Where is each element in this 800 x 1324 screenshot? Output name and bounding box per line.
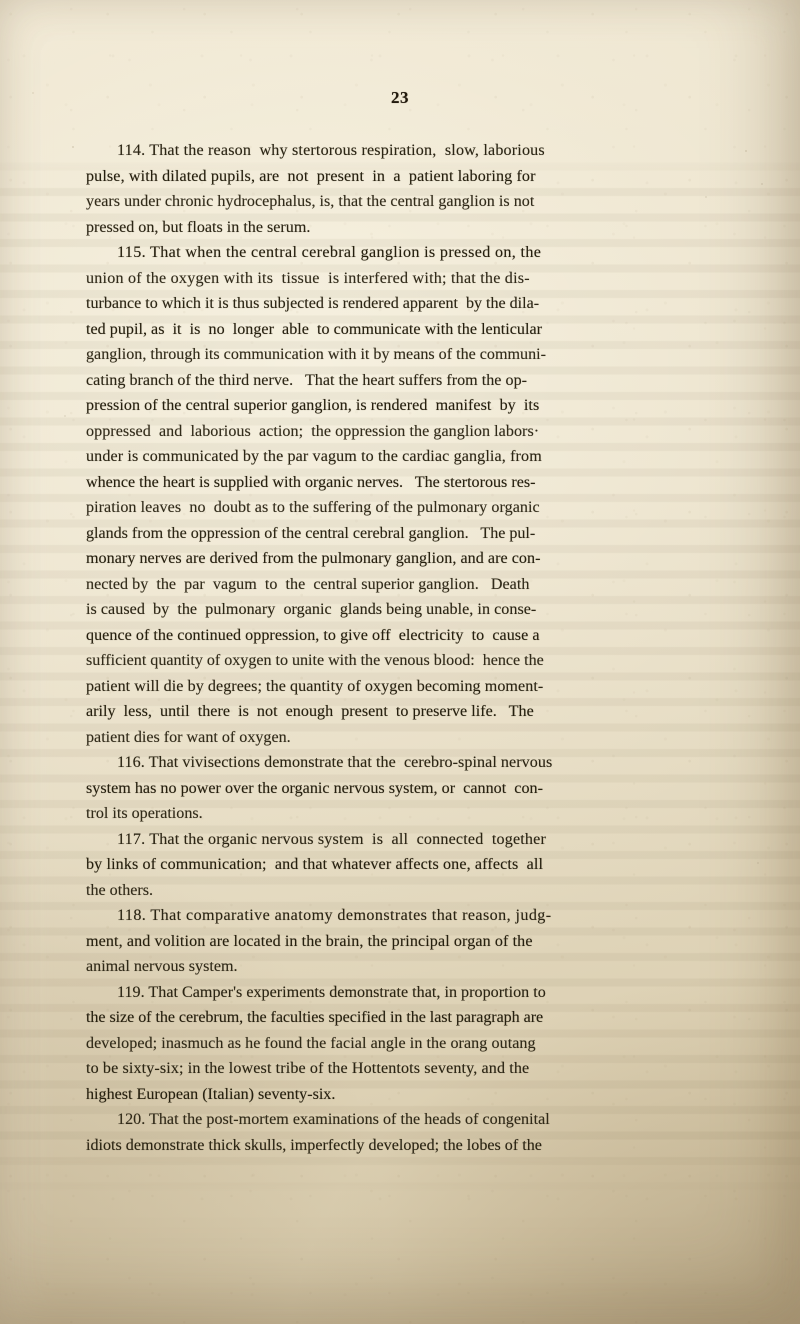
text-line: whence the heart is supplied with organic nerves. The stertorous res- [86, 473, 536, 491]
text-line: pression of the central superior ganglion, is rendered manifest by its [86, 397, 540, 414]
text-line: patient dies for want of oxygen. [86, 728, 291, 746]
text-line: turbance to which it is thus subjected is rendered apparent by the dila- [86, 295, 540, 312]
text-line: pressed on, but floats in the serum. [86, 218, 311, 236]
scan-speck [745, 150, 747, 152]
text-line: highest European (Italian) seventy-six. [86, 1085, 336, 1103]
text-line: developed; inasmuch as he found the facial angle in the orang outang [86, 1034, 536, 1052]
text-line: 117. That the organic nervous system is all connected together [117, 830, 547, 848]
text-line: ganglion, through its communication with it by means of the communi- [86, 346, 546, 363]
text-line: 118. That comparative anatomy demonstrates that reason, judg- [117, 907, 552, 924]
text-line: 115. That when the central cerebral ganglion is pressed on, the [117, 244, 542, 261]
text-line: glands from the oppression of the central cerebral ganglion. The pul- [86, 524, 536, 542]
text-line: arily less, until there is not enough present to preserve life. The [86, 703, 534, 720]
text-line: under is communicated by the par vagum to the cardiac ganglia, from [86, 448, 542, 465]
scan-speck [72, 146, 74, 148]
body-text-block [86, 138, 714, 1158]
page-number: 23 [391, 88, 409, 107]
text-line: oppressed and laborious action; the oppression the ganglion labors· [86, 422, 540, 440]
scan-speck [64, 415, 66, 417]
text-line: the size of the cerebrum, the faculties specified in the last paragraph are [86, 1009, 544, 1026]
text-line: trol its operations. [86, 805, 203, 822]
text-line: patient will die by degrees; the quantity of oxygen becoming moment- [86, 677, 544, 695]
text-line: 114. That the reason why stertorous respiration, slow, laborious [117, 142, 545, 159]
text-line: 116. That vivisections demonstrate that the cerebro-spinal nervous [117, 754, 553, 771]
text-line: ted pupil, as it is no longer able to communicate with the lenticular [86, 320, 543, 338]
text-line: 120. That the post-mortem examinations of the heads of congenital [117, 1111, 550, 1128]
text-line: quence of the continued oppression, to give off electricity to cause a [86, 626, 540, 644]
text-line: monary nerves are derived from the pulmonary ganglion, and are con- [86, 550, 541, 567]
scan-speck [761, 183, 763, 185]
text-line: cating branch of the third nerve. That the heart suffers from the op- [86, 371, 528, 389]
text-line: ment, and volition are located in the brain, the principal organ of the [86, 932, 533, 950]
text-line: the others. [86, 881, 154, 899]
text-line: animal nervous system. [86, 958, 238, 975]
text-line: piration leaves no doubt as to the suffering of the pulmonary organic [86, 499, 540, 516]
text-line: is caused by the pulmonary organic glands being unable, in conse- [86, 601, 537, 618]
text-line: sufficient quantity of oxygen to unite with the venous blood: hence the [86, 652, 544, 669]
text-line: nected by the par vagum to the central superior ganglion. Death [86, 575, 530, 593]
text-line: to be sixty-six; in the lowest tribe of the Hottentots seventy, and the [86, 1060, 530, 1077]
text-line: union of the oxygen with its tissue is interfered with; that the dis- [86, 269, 530, 287]
text-line: by links of communication; and that whatever affects one, affects all [86, 856, 544, 873]
text-line: idiots demonstrate thick skulls, imperfectly developed; the lobes of the [86, 1136, 542, 1154]
text-line: years under chronic hydrocephalus, is, that the central ganglion is not [86, 193, 535, 210]
scan-speck [757, 862, 759, 864]
text-line: pulse, with dilated pupils, are not present in a patient laboring for [86, 167, 536, 185]
text-line: 119. That Camper's experiments demonstrate that, in proportion to [117, 983, 546, 1001]
text-line: system has no power over the organic nervous system, or cannot con- [86, 779, 543, 797]
